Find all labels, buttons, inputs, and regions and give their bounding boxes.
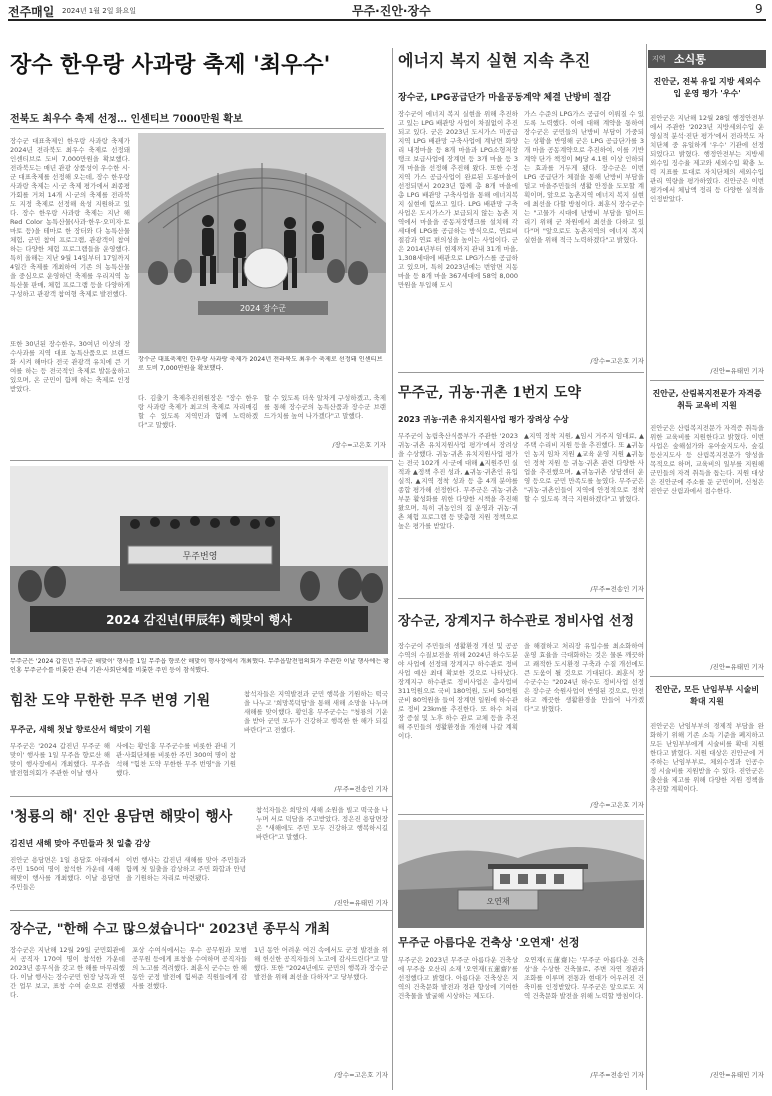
article1-subhead: 전북도 최우수 축제 선정… 인센티브 7000만원 확보 [10, 114, 243, 125]
article5-headline: 힘찬 도약 무한한 무주 번영 기원 [10, 693, 211, 709]
festival-banner-text: 2024 장수군 [239, 304, 287, 313]
article1-rule [10, 128, 384, 129]
sidebar-item-3-body: 진안군은 난임부부의 경제적 부담을 완화하기 위해 기존 소득 기준을 폐지하고 모든 난임부부에게 시술비를 확대 지원한다고 밝혔다. 지원 대상은 진안군에 거주하는 난임부부로, 체외수정과 인공수정 시술비를 지원받을 수 있다. 진안군은 출산율 제고를 위해 다양한 지원 정책을 추진할 계획이다. [650, 722, 764, 793]
sidebar-item-2-byline: /진안=유태민 기자 [710, 663, 764, 671]
article6-subhead: 김진년 새해 맞아 주민들과 첫 일출 감상 [10, 839, 151, 848]
section-title: 무주·진안·장수 [352, 4, 431, 18]
article2-rule [398, 372, 644, 373]
article8-col2: 오연재(五蓮齋)는 '무주군 아름다운 건축상'을 수상한 건축물로, 주변 자연 경관과 조화를 이루며 전통과 현대가 어우러진 건축미를 인정받았다. 무주군은 앞으로도 지역 건축문화 발전을 위해 노력할 방침이다. [524, 956, 644, 1000]
page-header [0, 0, 772, 22]
article6-headline: '청룡의 해' 진안 용담면 해맞이 행사 [10, 809, 233, 825]
article4-headline: 장수군, 장계지구 하수관로 정비사업 선정 [398, 614, 635, 629]
article4-col2: 을 해결하고 처리장 유입수를 최소화하여 운영 효율을 극대화하는 것은 물론 깨끗하고 쾌적한 도시환경 구축과 수질 개선에도 큰 도움이 될 것으로 기대된다. 최훈식 장수군수는 "2024년 하수도 정비사업 선정은 장수군 숙원사업이 반영된 것으로, 안전하고 깨끗한 생활환경을 만들어 나가겠다"고 밝혔다. [524, 642, 644, 713]
article3-headline: 무주군, 귀농·귀촌 1번지 도약 [398, 385, 581, 401]
festival-photo [138, 133, 386, 353]
building-photo [398, 820, 644, 928]
article5-byline: /무주=전송인 기자 [334, 785, 388, 793]
header-rule [8, 19, 766, 21]
article6-col3: 참석자들은 희망의 새해 소원을 빌고 떡국을 나누며 서로 덕담을 주고받았다. 정은진 용담면장은 "새해에도 주민 모두 건강하고 행복하시길 바란다"고 말했다. [256, 806, 388, 841]
article6-col2: 이번 행사는 갑진년 새해를 맞아 주민들과 함께 첫 일출을 감상하고 주민 화합과 안녕을 기원하는 자리로 마련됐다. [126, 856, 246, 882]
article5-rule [10, 796, 392, 797]
article8-headline: 무주군 아름다운 건축상 '오연재' 선정 [398, 936, 580, 949]
article2-col1: 장수군이 에너지 복지 실현을 위해 추진하고 있는 LPG 배관망 사업이 차질없이 추진되고 있다. 군은 2023년 도시가스 미공급지역 LPG 배관망 구축사업에 계남면 화양리 내정마을 등 8개 마을과 LPG소형저장탱크 보급사업에 장계면 등 3개 마을 등 3개 마을을 선정해 추진해 왔다. 또한 수정지역 가스 공급사업이 완료된 도롱마을이 선정되면서 2023년 함께 총 8개 마을에 총 LPG 배관망 구축사업을 통해 에너지복지 실현에 힘쓰고 있다. LPG 배관망 구축사업은 도시가스가 보급되지 않는 농촌 지역에서 마을을 공동저장탱크를 설치해 각 세대에 LPG를 공급하는 방식으로, 연료비 절감과 연료 편의성을 높이는 사업이다. 군은 2014년부터 현재까지 관내 31개 마을, 1,308세대에 배관으로 LPG가스를 공급하고 있으며, 특히 2023년에는 번암면 지동마을 등 8개 마을 367세대에 58억 8,000만원을 투입해 도시 [398, 110, 518, 289]
building-label-text: 오연재 [486, 897, 510, 906]
article2-headline: 에너지 복지 실현 지속 추진 [398, 51, 591, 70]
sidebar-item-1-body: 진안군은 지난해 12월 28일 행정안전부에서 주관한 '2023년 지방세외수입 운영실적 분석·진단 평가'에서 전라북도 자치단체 중 유일하게 '우수' 기관에 선정되었다고 밝혔다. 행정안전부는 지방세외수입 징수율 제고와 세외수입 확충 노력 지표를 토대로 자치단체의 세외수입 관리 역량을 평가하였다. 진안군은 이번 평가에서 체납액 정리 등 다양한 실적을 인정받았다. [650, 114, 764, 203]
issue-date: 2024년 1월 2일 화요일 [62, 7, 136, 15]
article4-bottom-rule [398, 814, 644, 815]
sidebar-item-2-title: 진안군, 산림복지전문가 자격증 취득 교육비 지원 [652, 389, 762, 410]
sidebar-item-3-byline: /진안=유태민 기자 [710, 1071, 764, 1079]
article1-col2: 또한 30년된 장수한우, 30여년 이상의 장수사과를 지역 대표 농특산품으로 브랜드화 시켜 해마다 전국 관광객 유치에 큰 기여를 하는 등 전국적인 축제로 발돋움하고 있으며, 온 군민이 함께 하는 축제로 인정받았다. [10, 340, 130, 393]
sidebar-tag: 지역 [652, 55, 666, 63]
column-divider-2 [392, 460, 393, 1090]
page-number: 9 [755, 2, 763, 16]
article6-col1: 진안군 용담면은 1일 용담호 아래에서 주민 150여 명이 참석한 가운데 새해 해맞이 행사를 개최했다. 이날 용담면 주민들은 [10, 856, 120, 891]
article8-col1: 무주군은 2023년 무주군 아름다운 건축상에 무주읍 오산리 소재 '오연재(五蓮齋)'를 선정했다고 밝혔다. 아름다운 건축상은 지역의 건축문화 발전과 경관 향상에 기여한 건축물을 발굴해 시상하는 제도다. [398, 956, 518, 1000]
sidebar-item-3-title: 진안군, 모든 난임부부 시술비 확대 지원 [654, 685, 760, 706]
article2-col2: 가스 수준의 LPG가스 공급이 이뤄질 수 있도록 노력했다. 이에 대해 계약을 통하여 장수군은 군민들의 난방비 부담이 가중되는 상황을 반영해 군은 LPG 공급단가를 3개 마을 공동계약으로 추진하여, 이를 기반 계약 단가 책정이 MJ당 4.1원 이상 인하되는 효과를 거두게 됐다. 장수군은 이번 LPG 공급단가 체결을 통해 난방비 부담을 덜고 마을주민들의 생활 안정을 도모할 계획이며, 앞으로 농촌지역 에너지 복지 실현에 최선을 다할 방침이다. 최훈식 장수군수는 "고물가 시대에 난방비 부담을 덜어드리기 위해 군 차원에서 최선을 다하고 있다"며 "앞으로도 농촌지역의 에너지 복지 실현을 위해 적극 노력하겠다"고 밝혔다. [524, 110, 644, 244]
article7-col2: 포상 수여식에서는 우수 공무원과 모범 공무원 등에게 표창을 수여하며 공직자들의 노고를 격려했다. 최훈식 군수는 한 해 동안 군정 발전에 힘써준 직원들에게 감사를 전했다. [132, 946, 247, 990]
sidebar-title: 소식통 [674, 53, 706, 66]
sunrise-photo [10, 466, 388, 654]
sunrise-banner-text: 2024 감진년(甲辰年) 해맞이 행사 [106, 613, 292, 627]
article5-photo-caption: 무주군은 '2024 갑진년 무주군 해맞이' 행사를 1일 무주읍 향로산 해맞이 행사장에서 개최했다. 무주읍발전협의회가 주관한 이날 행사에는 황인홍 무주군수를 비롯한 관내 기관·사회단체를 비롯한 주민 등이 참석했다. [10, 658, 390, 674]
paper-name: 전주매일 [8, 5, 55, 19]
article3-byline: /무주=전송인 기자 [590, 585, 644, 593]
upper-section-rule [10, 460, 392, 461]
building-illustration [398, 820, 644, 928]
sidebar-item-2-body: 진안군은 산림복지전문가 자격증 취득을 위한 교육비를 지원한다고 밝혔다. 이번 사업은 숲해설가와 유아숲지도사, 숲길등산지도사 등 산림복지전문가 양성을 목적으로 하며, 교육비의 일부를 지원해 군민들의 자격 취득을 돕는다. 지원 대상은 진안군에 주소를 둔 군민이며, 신청은 진안군 산림과에서 접수한다. [650, 424, 764, 495]
article2-subhead: 장수군, LPG공급단가 마을공동계약 체결 난방비 절감 [398, 93, 611, 103]
article4-col1: 장수군이 주민들의 생활환경 개선 및 공공수역의 수질보전을 위해 2024년 하수도분야 사업에 선정돼 장계지구 하수관로 정비사업 예산 최대 확보한 것으로 나타났다. 장계지구 하수관로 정비사업은 총사업비 311억원으로 국비 180억원, 도비 50억원 군비 80억원을 들여 장계면 일원에 하수관로 정비 23km를 추진한다. 또 하수 처리장 증설 및 노후 하수 관로 교체 등을 추진해 주민들의 생활환경을 개선해 나갈 계획이다. [398, 642, 518, 740]
article6-byline: /진안=유태민 기자 [334, 899, 388, 907]
article7-col3: 1년 동안 어려운 여건 속에서도 군정 발전을 위해 헌신한 공직자들의 노고에 감사드린다"고 말했다. 또한 "2024년에도 군민의 행복과 장수군 발전을 위해 최선을 다하자"고 당부했다. [254, 946, 388, 981]
article8-byline: /무주=전송인 기자 [590, 1071, 644, 1079]
article1-col3: 다. 김출기 축제추진위원장은 "장수 한우랑 사과랑 축제가 최고의 축제로 자리매김할 수 있도록 지역민과 함께 노력하겠다"고 말했다. [138, 394, 258, 429]
article2-byline: /장수=고은호 기자 [590, 357, 644, 365]
article1-col1: 장수군 대표축제인 한우랑 사과랑 축제가 2024년 전라북도 최우수 축제로 선정돼 인센티브로 도비 7,000만원을 확보했다. 전라북도는 매년 관광 상품성이 우수한 시·군 대표축제를 선정해 오는데, 장수 한우랑 사과랑 축제는 시·군 축제 평가에서 최종평가회를 거쳐 14개 시·군의 축제를 전라북도 지정 축제로 선정해 육성 지원하고 있다. 장수 한우랑 사과랑 축제는 지난 해 Red Color 농특산물(사과·한우·오미자·토마토 등)을 테마로 한 장터와 다 농특산물 체험, 군민 참여 프로그램, 관광객이 참여하는 다양한 체험 프로그램들을 운영했다. 특히 올해는 지난 9월 14일부터 17일까지 4일간 축제를 개최하여 기존 의 농특산물을 중심으로 운영하던 축제를 우리지역 농특산물 판매, 체험 프로그램 등을 다양하게 구성하고 관광객 참여형 축제로 발전했다. [10, 137, 130, 298]
article3-rule [398, 598, 644, 599]
article6-rule [10, 910, 392, 911]
sidebar-divider [646, 44, 647, 1090]
sidebar-item-1-byline: /진안=유태민 기자 [710, 367, 764, 375]
article1-col4: 할 수 있도록 더욱 알차게 구성하겠고, 축제를 통해 장수군의 농특산품과 장수군 브랜드가치를 높여 나가겠다"고 말했다. [264, 394, 386, 420]
article7-byline: /장수=고은호 기자 [334, 1071, 388, 1079]
article7-col1: 장수군은 지난해 12월 29일 군민회관에서 공직자 170여 명이 참석한 가운데 2023년 종무식을 갖고 한 해를 마무리했다. 이날 행사는 장수군민 헌장 낭독과 연간 업무 보고, 표창 수여 순으로 진행됐다. [10, 946, 125, 999]
sidebar-item-1-title: 진안군, 전북 유일 지방 세외수입 운영 평가 '우수' [653, 77, 761, 98]
article5-col3: 참석자들은 지역발전과 군민 행복을 기원하는 떡국을 나누고 '희망복덕담'을 통해 새해 소망을 나누며 새해를 맞이했다. 황인홍 무주군수는 "청룡의 기운을 받아 군민 모두가 건강하고 행복한 한 해가 되길 바란다"고 전했다. [244, 690, 388, 734]
article1-photo-caption: 장수군 대표축제인 한우랑 사과랑 축제가 2024년 전라북도 최우수 축제로 선정돼 인센티브로 도비 7,000만원을 확보했다. [138, 356, 383, 372]
article5-subhead: 무주군, 새해 첫날 향로산서 해맞이 기원 [10, 725, 151, 734]
festival-illustration [138, 133, 386, 353]
sidebar-header [648, 50, 766, 68]
article3-col2: ▲지역 정착 지원, ▲임시 거주지 임대료, ▲주택 수리비 지원 등을 추진했다. 또 ▲귀농인 농지 임차 지원 ▲교육 운영 지원 ▲귀농인 정착 지원 등 귀농·귀촌 관련 다양한 사업을 추진했으며, ▲귀농귀촌 상담센터 운영 등으로 군민 만족도를 높였다. 무주군은 "귀농·귀촌인들이 지역에 안정적으로 정착할 수 있도록 적극 지원하겠다"고 밝혔다. [524, 432, 644, 503]
article3-col1: 무주군이 농림축산식품부가 주관한 '2023 귀농·귀촌 유치지원사업 평가'에서 장려상을 수상했다. 귀농·귀촌 유치지원사업 평가는 전국 102개 시·군에 대해 ▲지원주민 실적과 ▲정책 추진 성과, ▲귀농·귀촌인 유입 실적, ▲지역 정착 성과 등 총 4개 분야를 종합 평가해 선정한다. 무주군은 귀농·귀촌 부문 활성화를 위한 다양한 시책을 추진해 왔으며, 특히 귀농인의 집 운영과 귀농·귀촌 체험 프로그램 등 맞춤형 지원 정책으로 높은 평가를 받았다. [398, 432, 518, 530]
article7-headline: 장수군, "한해 수고 많으셨습니다" 2023년 종무식 개최 [10, 922, 331, 937]
sunrise-sign-text: 무주번영 [182, 552, 218, 562]
column-divider-1 [392, 48, 393, 458]
sidebar-rule-1 [650, 380, 764, 381]
sidebar-rule-2 [650, 676, 764, 677]
article1-headline: 장수 한우랑 사과랑 축제 '최우수' [10, 53, 331, 78]
sunrise-illustration [10, 466, 388, 654]
article4-byline: /장수=고은호 기자 [590, 801, 644, 809]
article1-byline: /장수=고은호 기자 [332, 441, 386, 449]
article3-subhead: 2023 귀농·귀촌 유치지원사업 평가 장려상 수상 [398, 415, 569, 424]
article5-col1: 무주군은 '2024 갑진년 무주군 해맞이' 행사를 1일 무주읍 향로산 해맞이 행사장에서 개최했다. 무주읍발전협의회가 주관한 이날 행사 [10, 742, 110, 777]
article5-col2: 사에는 황인홍 무주군수를 비롯한 관내 기관·사회단체를 비롯한 주민 300여 명이 참석해 "힘찬 도약 무한한 무주 번영"을 기원했다. [116, 742, 236, 777]
